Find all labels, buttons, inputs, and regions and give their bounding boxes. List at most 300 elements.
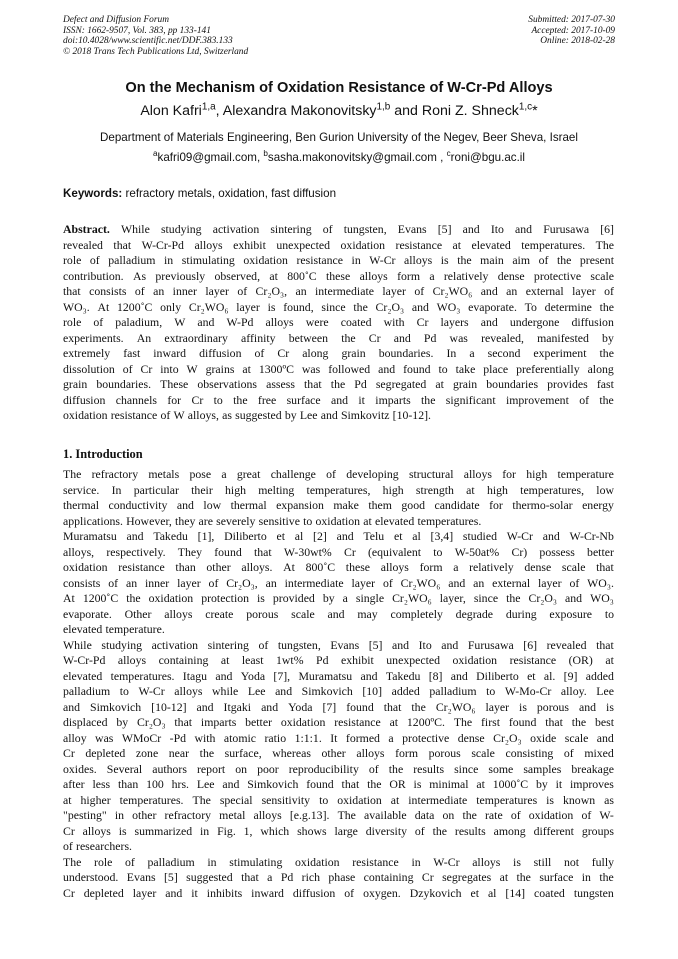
word: report <box>197 761 226 776</box>
word: Simkovich <box>301 684 353 698</box>
word: protective <box>533 268 582 283</box>
word: at <box>452 237 462 252</box>
word: resistance <box>334 715 381 729</box>
corresponding-mark: * <box>532 103 538 119</box>
word: by <box>116 715 129 729</box>
word: to <box>303 513 313 528</box>
word: Pd <box>423 330 437 345</box>
word: alloys <box>404 253 433 267</box>
text-line <box>63 870 614 886</box>
word: by <box>602 330 614 345</box>
email-list <box>0 151 678 164</box>
word: of <box>254 346 265 360</box>
word: the <box>599 870 614 884</box>
word: Lee <box>299 408 318 422</box>
word: is <box>118 823 127 838</box>
word: boundaries <box>486 377 539 391</box>
word: in <box>200 823 210 838</box>
paper-title: On the Mechanism of Oxidation Resistance of W-Cr-Pd Alloys <box>125 80 553 96</box>
word: [e.g.13]. <box>289 808 330 822</box>
word: the <box>330 377 346 391</box>
word: make <box>333 498 359 512</box>
email-superscript: c <box>446 149 451 159</box>
word: alloy <box>63 730 87 745</box>
word: resistance <box>118 560 165 574</box>
word: metals <box>148 467 180 481</box>
word: Takedu <box>385 668 421 683</box>
word: W <box>174 315 186 329</box>
word: found <box>403 361 431 376</box>
word: in <box>411 854 421 869</box>
word: provides <box>547 377 588 391</box>
word: phase <box>328 870 356 884</box>
issn: ISSN: 1662-9507, Vol. 383, pp 133-141 <box>63 25 211 36</box>
word: al <box>412 529 421 543</box>
word: a <box>453 560 459 574</box>
word: diversity <box>365 823 408 838</box>
word: scale <box>564 730 589 745</box>
word: [5] <box>164 870 178 884</box>
word: which <box>260 823 290 838</box>
word: of <box>382 575 393 590</box>
word: the <box>367 777 382 791</box>
word: of <box>134 284 145 298</box>
word: Lee <box>247 684 266 698</box>
word: W <box>186 361 198 376</box>
word: that <box>304 377 322 391</box>
word: WO₃. <box>587 575 614 590</box>
word: Takedu <box>153 529 188 543</box>
word: mixed <box>584 746 614 760</box>
word: Abstract. <box>63 222 110 236</box>
word: provided <box>272 591 315 605</box>
text-line <box>63 886 614 902</box>
word: unexpected <box>386 653 440 667</box>
word: that <box>113 237 132 252</box>
word: were <box>305 315 329 329</box>
word: [3,4] <box>430 529 454 543</box>
word: Cr₂O₃, <box>255 284 288 298</box>
word: take <box>455 361 476 376</box>
word: energy <box>582 498 614 512</box>
word: of <box>108 575 119 590</box>
word: minimal <box>429 777 469 791</box>
word: sensitive <box>258 513 300 528</box>
word: diffusion <box>571 315 614 329</box>
word: at <box>363 513 372 528</box>
word: the <box>421 392 436 407</box>
word: the <box>571 715 587 729</box>
word: other <box>206 560 231 574</box>
word: assess <box>266 377 295 391</box>
word: understood. <box>63 870 119 884</box>
word: Itgaki <box>223 699 252 714</box>
word: layer <box>351 575 376 590</box>
word: grains <box>205 361 235 376</box>
word: alloys <box>359 268 388 283</box>
word: large <box>334 823 358 838</box>
word: surface <box>286 392 321 407</box>
word: [10-12] <box>151 699 187 714</box>
word: is <box>440 253 449 267</box>
text-line <box>63 607 614 623</box>
word: is <box>413 777 422 791</box>
word: the <box>233 392 248 407</box>
word: at <box>390 792 400 807</box>
word: in <box>581 870 591 884</box>
word: of <box>89 253 100 267</box>
word: that <box>596 637 614 652</box>
word: They <box>177 544 203 559</box>
text-line <box>63 393 614 409</box>
word: role <box>63 253 82 267</box>
word: relatively <box>443 268 489 283</box>
text-line <box>63 839 614 855</box>
word: The <box>453 715 473 729</box>
word: found <box>214 544 242 559</box>
word: intermediate <box>284 575 344 590</box>
word: form <box>419 560 443 574</box>
word: Evans <box>330 637 360 652</box>
word: expansion <box>276 498 324 512</box>
word: than <box>175 560 196 574</box>
word: palladium <box>147 854 195 869</box>
word: Cr <box>63 746 75 760</box>
word: of <box>368 761 379 776</box>
word: that <box>253 544 272 559</box>
word: the <box>341 330 356 345</box>
word: [7], <box>273 668 291 683</box>
word: and <box>411 299 429 314</box>
word: contribution. <box>63 268 124 283</box>
word: diffusion <box>63 392 106 407</box>
word: external <box>525 284 564 298</box>
word: as <box>604 792 614 807</box>
email-link[interactable]: roni@bgu.ac.il <box>450 151 525 164</box>
word: and <box>393 330 411 345</box>
word: palladium <box>429 684 477 698</box>
word: into <box>160 361 179 376</box>
word: 800˚C <box>305 560 336 574</box>
word: aim <box>512 253 531 267</box>
word: porous <box>536 699 570 714</box>
word: and <box>331 392 349 407</box>
word: present <box>579 253 614 267</box>
word: with <box>194 730 216 745</box>
word: Yoda <box>288 699 313 714</box>
word: at <box>63 792 72 807</box>
text-line <box>63 346 614 362</box>
word: inward <box>251 885 284 900</box>
word: observations <box>197 377 258 391</box>
word: 1000˚C <box>492 777 529 791</box>
word: 100 <box>146 777 164 791</box>
word: alloys <box>117 653 147 667</box>
word: candidate <box>434 498 480 512</box>
word: Cr₂O₃ <box>137 715 166 729</box>
word: alloys <box>194 237 223 252</box>
email-superscript: a <box>153 149 158 159</box>
word: studying <box>101 637 143 652</box>
word: it <box>191 885 198 900</box>
word: other <box>132 808 157 822</box>
text-line <box>63 653 614 669</box>
word: W-Cr <box>433 854 460 869</box>
word: Dzykovich <box>409 885 462 900</box>
word: was <box>449 330 468 345</box>
keywords <box>63 187 336 200</box>
word: oxidation <box>148 591 194 605</box>
word: the <box>599 299 614 314</box>
word: determine <box>544 299 592 314</box>
word: is <box>513 854 521 869</box>
word: are <box>198 513 213 528</box>
email-superscript: b <box>263 149 268 159</box>
word: since <box>454 761 479 776</box>
word: summarized <box>134 823 193 838</box>
word: and <box>320 408 338 422</box>
word: resistance <box>296 253 343 267</box>
word: of <box>581 808 592 822</box>
author-name: Alon Kafri <box>140 103 202 119</box>
word: At <box>97 299 110 314</box>
word: applications. <box>63 513 123 528</box>
word: exposure <box>549 606 593 621</box>
word: Ito <box>490 222 504 236</box>
word: scale <box>291 606 315 621</box>
word: inner <box>172 284 197 298</box>
word: high <box>486 482 508 497</box>
word: low <box>203 498 222 512</box>
word: segregated <box>375 377 427 391</box>
word: tungsten, <box>277 637 321 652</box>
word: tungsten <box>573 885 614 900</box>
word: elevated <box>374 513 415 528</box>
word: channels <box>115 392 158 407</box>
word: oxides. <box>63 761 97 776</box>
word: oxidation <box>295 854 340 869</box>
word: Cr₂O₃ <box>493 730 522 745</box>
word: poor <box>257 761 279 776</box>
word: that <box>241 870 259 884</box>
word: segregates <box>442 870 492 884</box>
word: only <box>160 299 182 314</box>
word: and <box>565 591 583 605</box>
word: revealed, <box>481 330 524 345</box>
word: and <box>275 684 293 698</box>
text-line <box>63 545 614 561</box>
word: along <box>587 361 614 376</box>
word: oxidation <box>337 792 382 807</box>
word: is <box>546 792 555 807</box>
word: layer <box>382 284 406 298</box>
word: resistance <box>509 653 557 667</box>
word: an <box>153 284 165 298</box>
word: porous <box>246 606 279 621</box>
word: Itagu <box>182 668 208 683</box>
word: since <box>321 299 346 314</box>
text-line <box>63 377 614 393</box>
word: of <box>237 284 248 298</box>
word: at <box>389 715 399 729</box>
word: In <box>111 482 122 497</box>
text-line <box>63 638 614 654</box>
word: oxidation <box>315 513 361 528</box>
doi: doi:10.4028/www.scientific.net/DDF.383.133 <box>63 36 233 47</box>
text-line <box>63 315 614 331</box>
word: layers <box>440 315 469 329</box>
word: resistance <box>395 237 443 252</box>
word: with <box>383 315 405 329</box>
word: as <box>222 408 232 422</box>
word: and <box>327 606 345 621</box>
word: [10] <box>362 684 383 698</box>
word: results <box>413 761 445 776</box>
word: the <box>126 591 141 605</box>
text-line <box>63 684 614 700</box>
word: W <box>173 408 185 422</box>
word: Cr₂WO₆ <box>400 575 441 590</box>
word: breakage <box>571 761 614 776</box>
word: added <box>585 668 614 683</box>
word: temperatures <box>476 792 538 807</box>
word: WO₃ <box>436 299 461 314</box>
word: of <box>93 315 104 329</box>
word: the <box>353 299 368 314</box>
word: Evans <box>126 870 156 884</box>
word: consists <box>63 575 101 590</box>
word: boundaries. <box>378 346 434 360</box>
online-date: Online: 2018-02-28 <box>540 36 615 47</box>
word: temperatures. <box>119 792 184 807</box>
word: oxidation <box>63 560 108 574</box>
word: al <box>487 885 497 900</box>
word: "pesting" <box>63 808 107 822</box>
word: thermo-solar <box>512 498 573 512</box>
word: Cr₂WO₆ <box>188 299 229 314</box>
word: Several <box>106 761 143 776</box>
text-line <box>63 669 614 685</box>
word: W-50at% <box>454 544 500 559</box>
word: them <box>368 498 392 512</box>
word: particular <box>133 482 179 497</box>
word: 800˚C <box>287 268 317 283</box>
word: ratio <box>264 730 287 745</box>
word: alloys <box>174 684 203 698</box>
word: of <box>160 408 171 422</box>
text-line <box>63 238 614 254</box>
word: alloys, <box>63 544 95 559</box>
word: alloys <box>164 606 193 621</box>
word: possess <box>539 544 575 559</box>
word: that <box>341 777 360 791</box>
word: [7] <box>322 699 337 714</box>
word: relatively <box>469 560 514 574</box>
text-line <box>63 762 614 778</box>
word: surface, <box>224 746 262 760</box>
word: still <box>533 854 552 869</box>
word: pose <box>189 467 212 481</box>
word: first <box>480 715 500 729</box>
word: refractory <box>91 467 139 481</box>
text-line <box>63 591 614 607</box>
word: to <box>119 684 129 698</box>
word: temperature. <box>105 622 165 636</box>
text-line <box>63 731 614 747</box>
word: and <box>378 361 396 376</box>
word: Diliberto <box>224 529 267 543</box>
word: The <box>192 792 211 807</box>
word: the <box>432 823 448 838</box>
word: hrs. <box>171 777 190 791</box>
word: W-Cr-Pd <box>141 237 184 252</box>
word: Cr₂O₃ <box>375 299 405 314</box>
email-link[interactable]: sasha.makonovitsky@gmail.com , <box>267 151 444 164</box>
author-conjunction: and <box>394 103 418 119</box>
text-line <box>63 576 614 592</box>
word: an <box>265 575 277 590</box>
word: dissolution <box>63 361 115 376</box>
word: place <box>483 361 509 376</box>
word: Muramatsu <box>298 668 353 683</box>
word: of <box>344 885 355 900</box>
word: evaporate. <box>468 299 517 314</box>
word: and <box>215 668 233 683</box>
word: that <box>596 560 614 574</box>
journal-name: Defect and Diffusion Forum <box>63 15 169 25</box>
word: challenge <box>270 467 316 481</box>
word: and <box>336 529 354 543</box>
word: To <box>524 299 537 314</box>
word: strength <box>415 482 454 497</box>
text-line <box>63 529 614 545</box>
word: preferentially <box>516 361 580 376</box>
word: is <box>606 699 614 714</box>
word: previously <box>155 268 206 283</box>
word: of <box>208 575 219 590</box>
email-link[interactable]: kafri09@gmail.com, <box>157 151 261 164</box>
word: suggested <box>186 870 233 884</box>
word: melting <box>258 482 295 497</box>
word: W- <box>599 808 614 822</box>
word: by <box>535 777 548 791</box>
word: and <box>222 777 240 791</box>
word: intermediate <box>408 792 468 807</box>
affiliation: Department of Materials Engineering, Ben Gurion University of the Negev, Beer Sheva, Israel <box>100 131 578 144</box>
word: diffusion <box>292 885 336 900</box>
text-line <box>63 700 614 716</box>
dates-info <box>528 15 615 47</box>
word: Yoda <box>240 668 266 683</box>
word: improvement <box>505 392 569 407</box>
word: [5] <box>437 222 452 236</box>
word: it <box>358 392 365 407</box>
word: dense <box>524 560 552 574</box>
word: Telu <box>363 529 385 543</box>
word: et <box>393 529 403 543</box>
word: Evans <box>397 222 427 236</box>
journal-info <box>63 15 248 57</box>
text-line <box>63 362 614 378</box>
word: Cr <box>63 823 75 838</box>
word: of <box>604 284 614 298</box>
word: studying <box>160 222 202 236</box>
word: Cr <box>140 361 153 376</box>
word: rate <box>485 808 503 822</box>
word: data <box>414 808 435 822</box>
word: severely <box>216 513 256 528</box>
word: displaced <box>63 715 108 729</box>
